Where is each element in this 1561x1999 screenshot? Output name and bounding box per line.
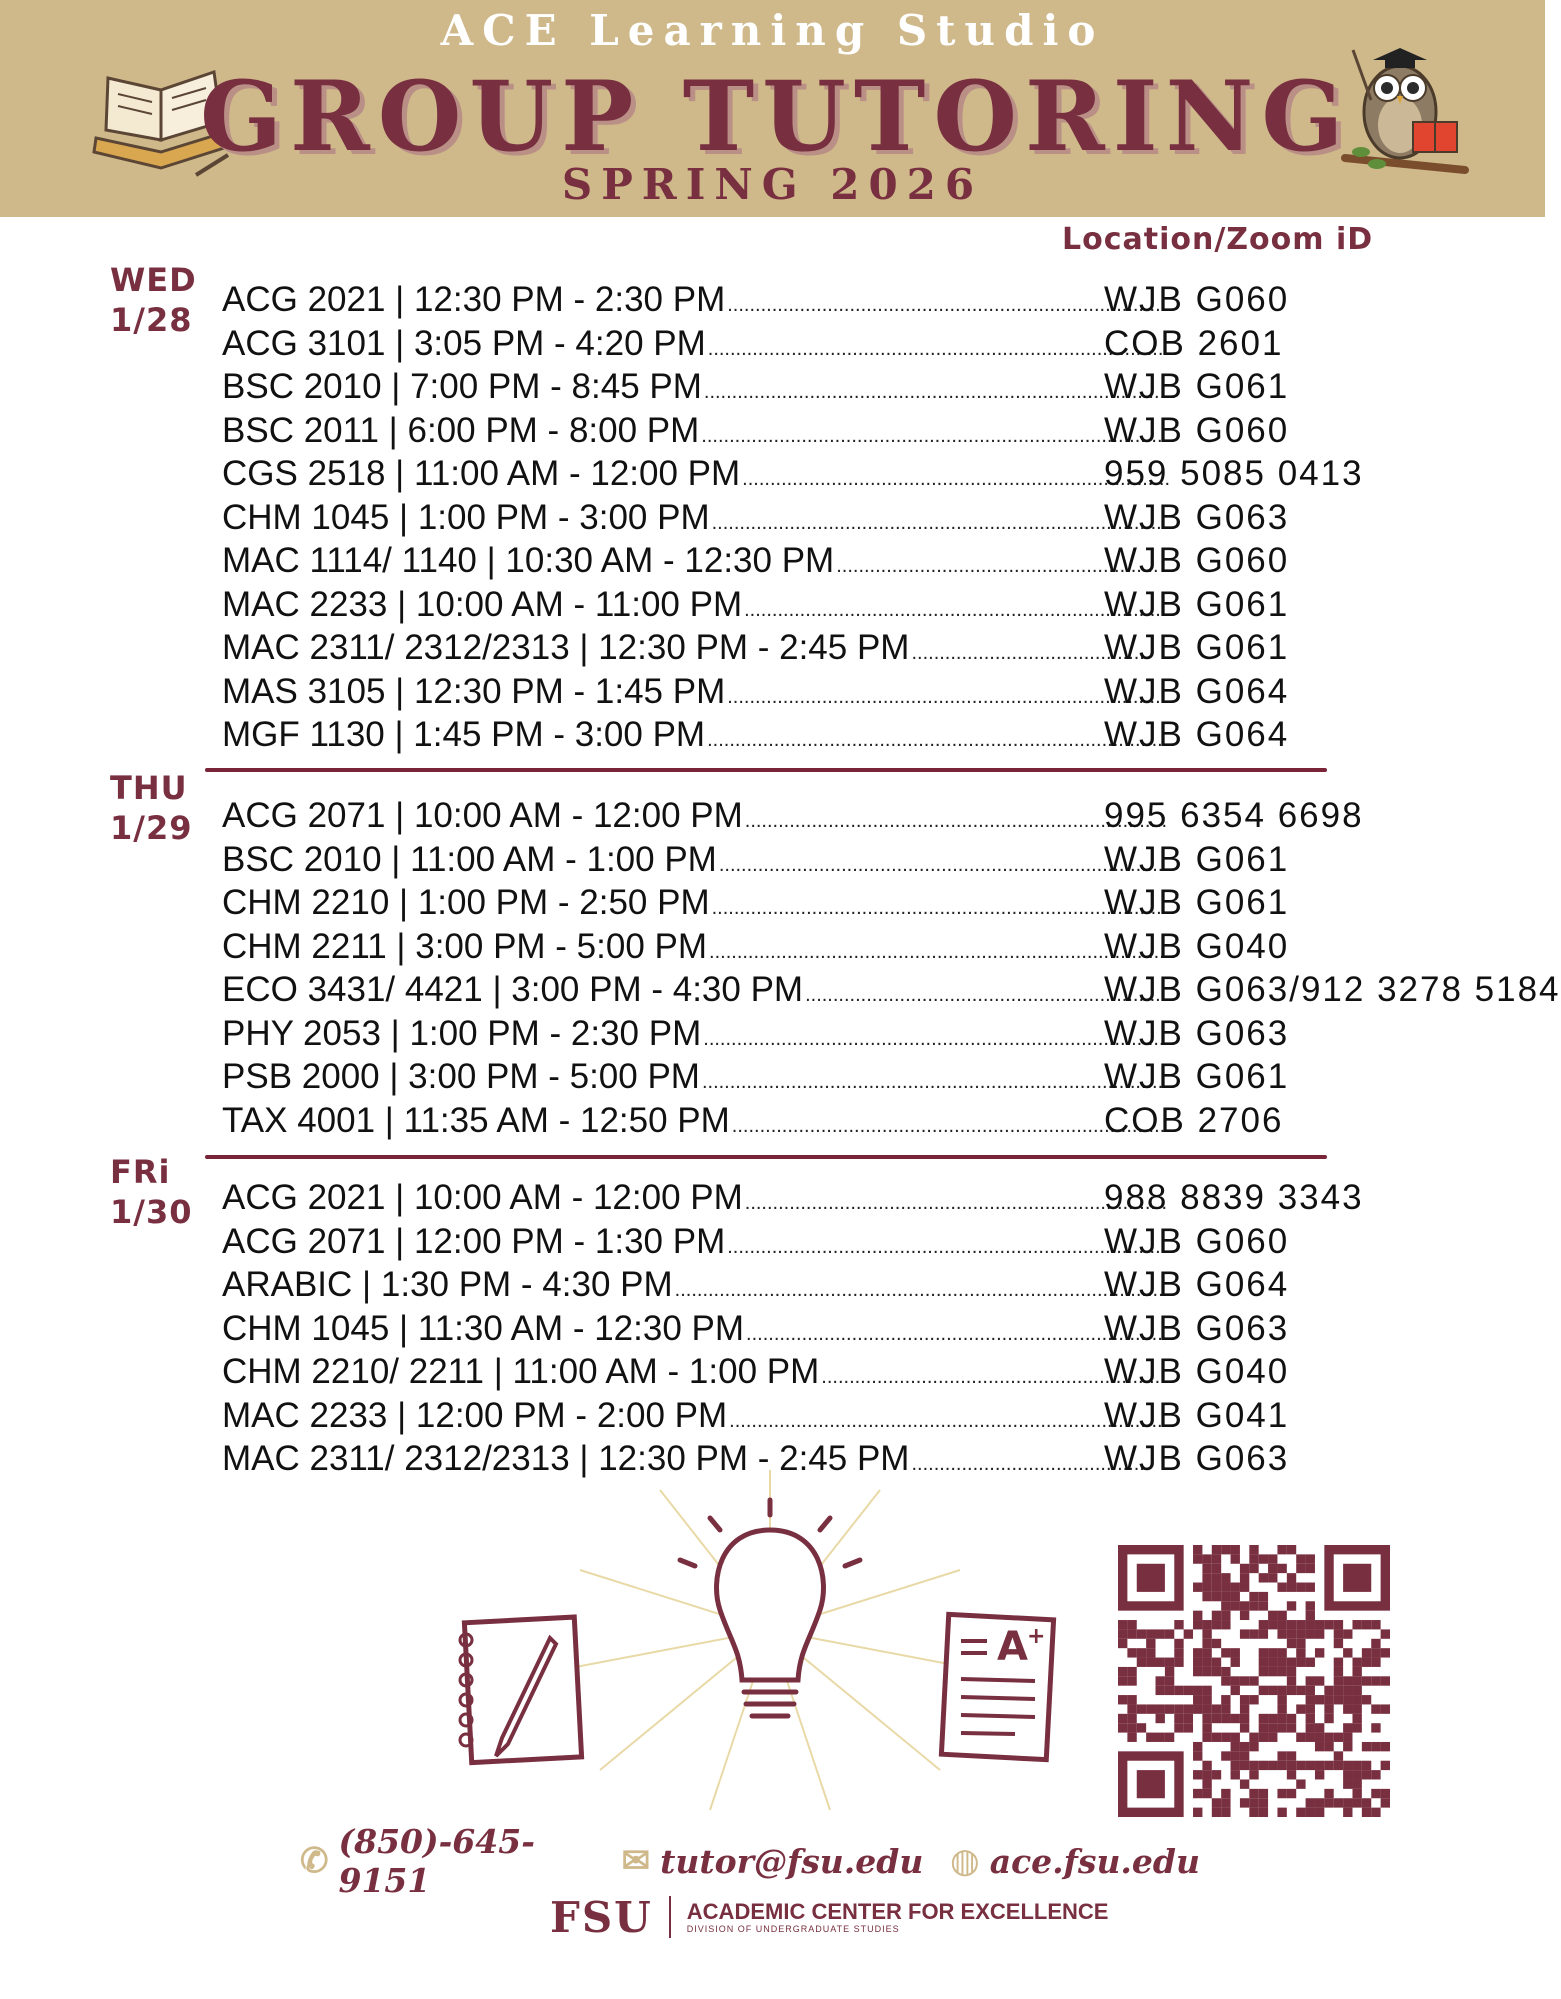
session-row <box>222 672 1422 716</box>
session-location: COB 2601 <box>1104 323 1284 363</box>
dot-leader: ..................................................................................... <box>703 381 1177 403</box>
contact-line <box>300 1822 1200 1900</box>
session-row <box>222 970 1561 1014</box>
session-course-time: ACG 2071 | 10:00 AM - 12:00 PM <box>222 796 743 835</box>
dot-leader: ................................................................................... <box>711 511 1173 534</box>
session-location: WJB G063 <box>1104 1439 1290 1478</box>
session-course-time: MAC 2311/ 2312/2313 | 12:30 PM - 2:45 PM <box>222 628 910 667</box>
session-row <box>222 796 1422 840</box>
session-course-time: BSC 2010 | 11:00 AM - 1:00 PM <box>222 839 717 879</box>
session-location: COB 2706 <box>1104 1100 1284 1140</box>
session-course-time: BSC 2011 | 6:00 PM - 8:00 PM <box>222 410 700 450</box>
dot-leader: ................................................................................ <box>727 1235 1172 1258</box>
day-date: 1/29 <box>110 809 193 847</box>
dot-leader: ............................................................................... <box>731 1114 1171 1137</box>
dot-leader: .......................................................................................... <box>674 1279 1175 1301</box>
session-row <box>222 883 1422 927</box>
day-date: 1/28 <box>110 301 193 339</box>
dot-leader: ............................................................................. <box>742 468 1171 490</box>
session-course-time: CHM 2211 | 3:00 PM - 5:00 PM <box>222 926 708 966</box>
session-location: WJB G060 <box>1104 541 1290 580</box>
header-band <box>0 0 1545 217</box>
session-location: WJB G041 <box>1104 1395 1290 1435</box>
session-row <box>222 1057 1422 1101</box>
dot-leader: ................................................................................... <box>711 897 1173 919</box>
session-row <box>222 715 1422 759</box>
session-location: 988 8839 3343 <box>1104 1178 1364 1217</box>
day-name: FRi <box>110 1153 171 1191</box>
dot-leader: .................................................................................... <box>709 940 1176 963</box>
notebook-pencil-icon <box>450 1610 590 1770</box>
dot-leader: .................................................................................... <box>707 337 1175 360</box>
term-label: SPRING 2026 <box>561 160 984 209</box>
session-row <box>222 840 1422 884</box>
session-course-time: CHM 2210 | 1:00 PM - 2:50 PM <box>222 883 710 922</box>
session-row <box>222 498 1422 542</box>
session-course-time: BSC 2010 | 7:00 PM - 8:45 PM <box>222 367 702 406</box>
ace-name: ACADEMIC CENTER FOR EXCELLENCE <box>686 1899 1109 1924</box>
session-course-time: CGS 2518 | 11:00 AM - 12:00 PM <box>222 454 741 493</box>
session-course-time: MAC 2311/ 2312/2313 | 12:30 PM - 2:45 PM <box>222 1439 910 1478</box>
session-row <box>222 927 1422 971</box>
envelope-icon: ✉ <box>621 1841 651 1881</box>
page-title: GROUP TUTORING <box>200 60 1352 173</box>
session-location: WJB G040 <box>1104 926 1290 966</box>
session-location: WJB G063 <box>1104 1308 1290 1348</box>
session-row <box>222 541 1422 585</box>
fsu-logo: FSU <box>550 1892 653 1942</box>
dot-leader: ................................................................................ <box>729 1409 1174 1432</box>
dot-leader: ................................................................................ <box>727 685 1172 708</box>
session-row <box>222 1222 1422 1266</box>
contact-phone[interactable]: (850)-645-9151 <box>338 1822 535 1900</box>
session-course-time: MGF 1130 | 1:45 PM - 3:00 PM <box>222 715 706 754</box>
session-row <box>222 1265 1422 1309</box>
session-location: WJB G063/912 3278 5184 <box>1104 970 1561 1009</box>
session-location: WJB G061 <box>1104 883 1290 922</box>
session-course-time: MAC 2233 | 10:00 AM - 11:00 PM <box>222 584 743 624</box>
session-row <box>222 324 1422 368</box>
svg-text:+: + <box>1027 1624 1046 1649</box>
session-course-time: ARABIC | 1:30 PM - 4:30 PM <box>222 1265 673 1304</box>
session-course-time: PHY 2053 | 1:00 PM - 2:30 PM <box>222 1013 702 1053</box>
session-location: WJB G064 <box>1104 1265 1290 1304</box>
session-row <box>222 411 1422 455</box>
dot-leader: ............................................................................ <box>744 810 1168 832</box>
session-course-time: MAS 3105 | 12:30 PM - 1:45 PM <box>222 671 726 711</box>
dot-leader: ............................................................. <box>821 1366 1161 1388</box>
session-course-time: ACG 3101 | 3:05 PM - 4:20 PM <box>222 323 706 363</box>
location-column-header: Location/Zoom iD <box>1062 222 1374 257</box>
day-label-wed <box>110 260 220 340</box>
session-course-time: MAC 1114/ 1140 | 10:30 AM - 12:30 PM <box>222 541 835 580</box>
division-name: DIVISION OF UNDERGRADUATE STUDIES <box>686 1924 900 1934</box>
fsu-footer <box>550 1892 1108 1942</box>
dot-leader: ........................................... <box>911 642 1151 664</box>
dot-leader: ..................................................................................... <box>701 1071 1175 1093</box>
session-course-time: TAX 4001 | 11:35 AM - 12:50 PM <box>222 1100 730 1140</box>
session-course-time: MAC 2233 | 12:00 PM - 2:00 PM <box>222 1395 728 1435</box>
session-row <box>222 367 1422 411</box>
session-location: WJB G061 <box>1104 839 1290 879</box>
day-name: WED <box>110 261 197 299</box>
session-location: WJB G063 <box>1104 497 1290 537</box>
session-location: 995 6354 6698 <box>1104 796 1364 835</box>
lightbulb-icon <box>540 1460 1000 1820</box>
dot-leader: ..................................................................................... <box>701 424 1174 447</box>
session-location: WJB G060 <box>1104 410 1290 450</box>
owl-icon <box>1325 30 1475 180</box>
dot-leader: .................................................................................... <box>707 729 1174 751</box>
day-date: 1/30 <box>110 1193 193 1231</box>
dot-leader: ............................................................................ <box>744 1192 1168 1214</box>
session-location: WJB G064 <box>1104 671 1290 711</box>
session-location: 959 5085 0413 <box>1104 454 1364 493</box>
session-course-time: ACG 2071 | 12:00 PM - 1:30 PM <box>222 1221 726 1261</box>
session-row <box>222 1396 1422 1440</box>
session-course-time: CHM 1045 | 1:00 PM - 3:00 PM <box>222 497 710 537</box>
session-location: WJB G060 <box>1104 1221 1290 1261</box>
day-divider <box>205 1155 1327 1159</box>
session-course-time: CHM 2210/ 2211 | 11:00 AM - 1:00 PM <box>222 1352 820 1391</box>
dot-leader: .......................................................... <box>836 555 1159 577</box>
contact-email[interactable]: tutor@fsu.edu <box>660 1841 924 1881</box>
dot-leader: .................................................................................. <box>718 853 1175 876</box>
contact-web[interactable]: ace.fsu.edu <box>989 1841 1200 1881</box>
session-row <box>222 1309 1422 1353</box>
globe-icon: ◍ <box>950 1841 980 1881</box>
dot-leader: ........................................... <box>911 1453 1151 1475</box>
graded-paper-icon <box>935 1605 1065 1765</box>
session-location: WJB G040 <box>1104 1352 1290 1391</box>
dot-leader: ............................................................................ <box>746 1322 1169 1345</box>
dot-leader: ................................................................................ <box>727 294 1172 316</box>
session-row <box>222 1178 1422 1222</box>
footer-divider <box>669 1896 671 1938</box>
session-row <box>222 1101 1422 1145</box>
studio-name: ACE Learning Studio <box>440 6 1105 55</box>
session-course-time: ECO 3431/ 4421 | 3:00 PM - 4:30 PM <box>222 970 804 1009</box>
session-course-time: PSB 2000 | 3:00 PM - 5:00 PM <box>222 1057 700 1096</box>
day-label-thu <box>110 768 220 848</box>
session-course-time: ACG 2021 | 10:00 AM - 12:00 PM <box>222 1178 743 1217</box>
session-row <box>222 1352 1422 1396</box>
session-row <box>222 280 1422 324</box>
session-location: WJB G063 <box>1104 1013 1290 1053</box>
session-row <box>222 628 1422 672</box>
dot-leader: ................................................................ <box>805 984 1161 1006</box>
qr-code[interactable] <box>1118 1545 1390 1817</box>
dot-leader: ..................................................................................... <box>703 1027 1176 1050</box>
dot-leader: ............................................................................. <box>744 598 1172 621</box>
day-divider <box>205 768 1327 772</box>
day-name: THU <box>110 769 188 807</box>
phone-icon: ✆ <box>300 1841 329 1881</box>
session-location: WJB G061 <box>1104 584 1290 624</box>
session-row <box>222 454 1422 498</box>
day-label-fri <box>110 1152 220 1232</box>
session-location: WJB G060 <box>1104 280 1290 319</box>
session-location: WJB G064 <box>1104 715 1290 754</box>
session-course-time: CHM 1045 | 11:30 AM - 12:30 PM <box>222 1308 745 1348</box>
session-location: WJB G061 <box>1104 628 1290 667</box>
session-course-time: ACG 2021 | 12:30 PM - 2:30 PM <box>222 280 726 319</box>
session-location: WJB G061 <box>1104 1057 1290 1096</box>
svg-text:A: A <box>997 1624 1028 1670</box>
session-location: WJB G061 <box>1104 367 1290 406</box>
ace-logo-text <box>687 1900 1109 1934</box>
session-row <box>222 585 1422 629</box>
session-row <box>222 1014 1422 1058</box>
